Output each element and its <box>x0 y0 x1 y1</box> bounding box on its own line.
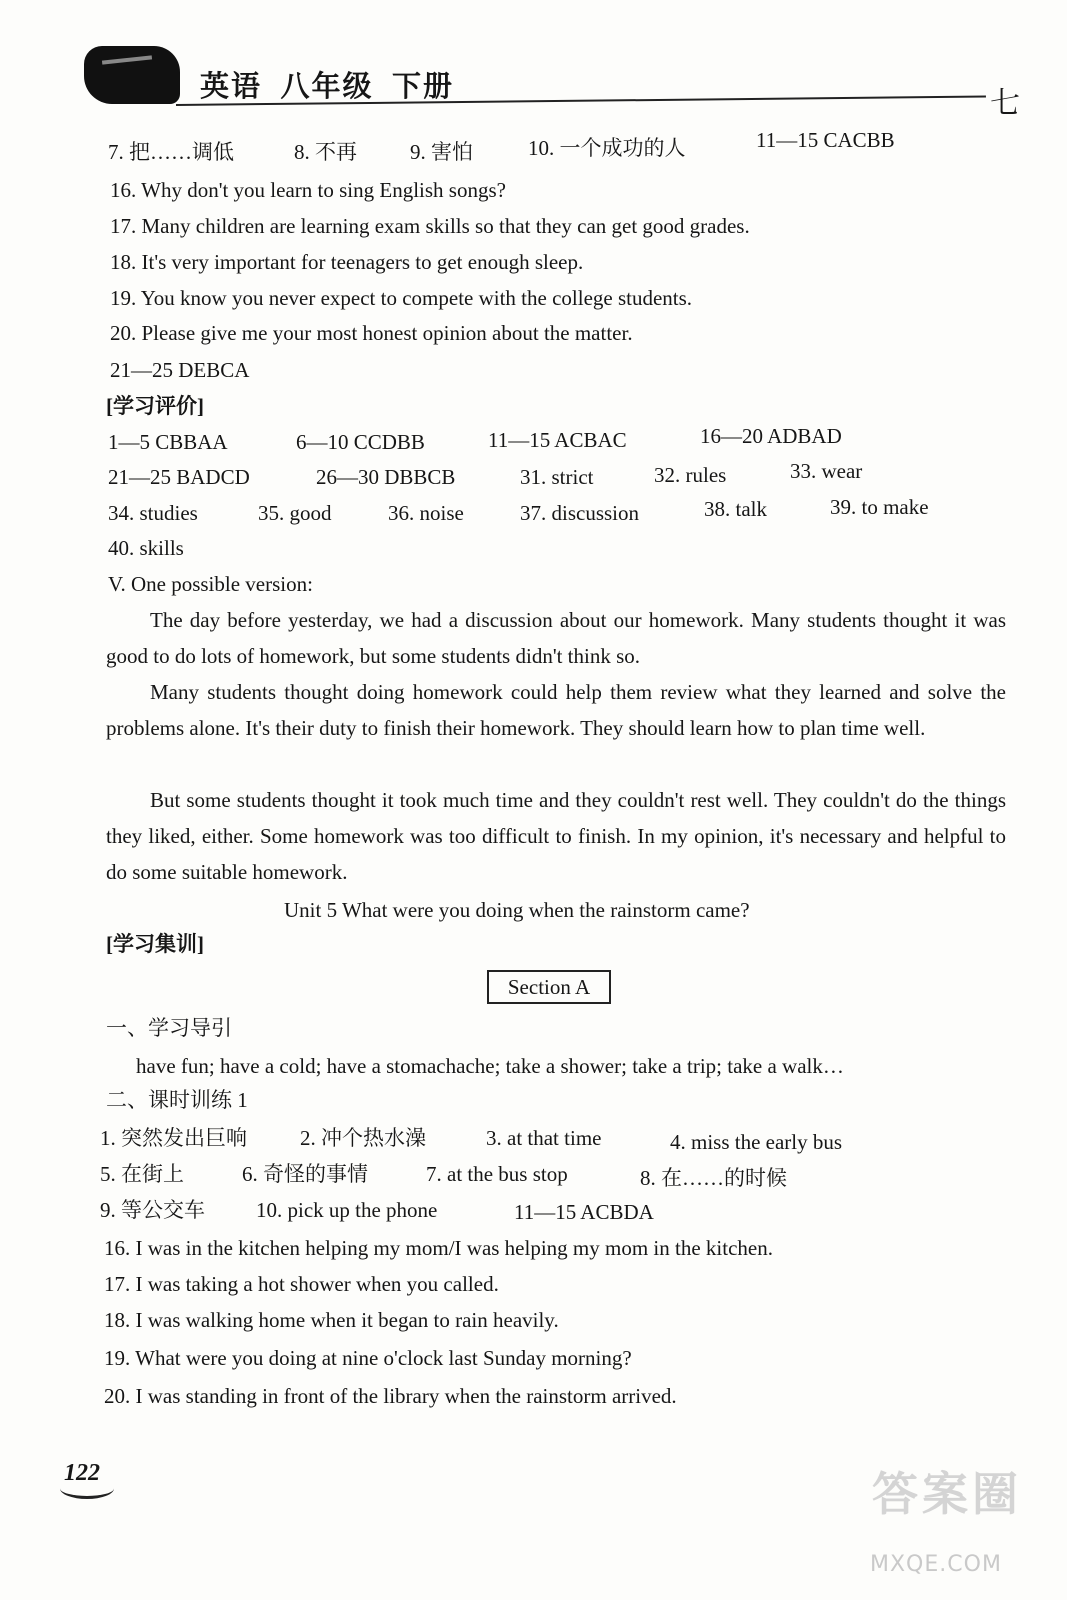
eval-11-15: 11—15 ACBAC <box>488 428 627 452</box>
answer-21-25: 21—25 DEBCA <box>110 358 250 382</box>
lesson-q9: 9. 等公交车 <box>100 1198 205 1222</box>
eval-33: 33. wear <box>790 459 863 483</box>
lesson-q6: 6. 奇怪的事情 <box>242 1162 368 1186</box>
lesson-q3: 3. at that time <box>486 1126 602 1150</box>
answer-q10: 10. 一个成功的人 <box>528 136 686 160</box>
sentence-b-18: 18. I was walking home when it began to rain heavily. <box>104 1308 559 1332</box>
eval-38: 38. talk <box>704 497 767 521</box>
lesson-q5: 5. 在街上 <box>100 1162 184 1186</box>
eval-row-1 <box>108 424 1008 458</box>
sentence-b-19: 19. What were you doing at nine o'clock last Sunday morning? <box>104 1346 632 1370</box>
sentence-17: 17. Many children are learning exam skills so that they can get good grades. <box>110 214 750 238</box>
sentence-b-20: 20. I was standing in front of the library when the rainstorm arrived. <box>104 1384 677 1408</box>
eval-26-30: 26—30 DBBCB <box>316 465 456 489</box>
eval-row-2 <box>108 459 1008 493</box>
watermark-logo: 答案圈 <box>872 1467 1022 1521</box>
sentence-b-16: 16. I was in the kitchen helping my mom/I was helping my mom in the kitchen. <box>104 1236 773 1260</box>
eval-row-4 <box>108 534 408 564</box>
eval-40: 40. skills <box>108 536 184 560</box>
answer-q8: 8. 不再 <box>294 140 357 164</box>
eval-16-20: 16—20 ADBAD <box>700 424 842 448</box>
sentence-b-17: 17. I was taking a hot shower when you called. <box>104 1272 499 1296</box>
lesson-row-3 <box>100 1196 1000 1226</box>
lesson-row-2 <box>100 1160 1000 1190</box>
header-handwritten-mark: 七 <box>990 86 1020 121</box>
sentence-18: 18. It's very important for teenagers to get enough sleep. <box>110 250 584 274</box>
eval-37: 37. discussion <box>520 501 640 525</box>
lesson-row-1 <box>100 1124 1000 1154</box>
eval-39: 39. to make <box>830 495 929 519</box>
eval-1-5: 1—5 CBBAA <box>108 430 228 454</box>
eval-row-3 <box>108 495 1008 529</box>
eval-31: 31. strict <box>520 465 594 489</box>
sentence-20: 20. Please give me your most honest opinion about the matter. <box>110 321 633 345</box>
version-label: V. One possible version: <box>108 572 313 596</box>
section-label: Section A <box>487 970 611 1004</box>
answer-q7: 7. 把……调低 <box>108 140 234 164</box>
eval-35: 35. good <box>258 501 332 525</box>
lesson-q4: 4. miss the early bus <box>670 1130 843 1154</box>
eval-21-25: 21—25 BADCD <box>108 465 250 489</box>
eval-6-10: 6—10 CCDBB <box>296 430 425 454</box>
lesson-q11-15: 11—15 ACBDA <box>514 1200 654 1224</box>
lesson-q7: 7. at the bus stop <box>426 1162 568 1186</box>
guide-text: have fun; have a cold; have a stomachache; take a shower; take a trip; take a walk… <box>136 1054 844 1078</box>
watermark-url: MXQE.COM <box>870 1552 1002 1577</box>
page-number: 122 <box>64 1460 100 1486</box>
train-heading: [学习集训] <box>106 932 204 956</box>
eval-heading: [学习评价] <box>106 394 204 418</box>
lesson-q10: 10. pick up the phone <box>256 1198 438 1222</box>
lesson-q2: 2. 冲个热水澡 <box>300 1126 426 1150</box>
answer-q11-15: 11—15 CACBB <box>756 128 895 152</box>
eval-34: 34. studies <box>108 501 198 525</box>
answer-row-7-15 <box>108 128 1008 168</box>
answer-q9: 9. 害怕 <box>410 140 473 164</box>
sentence-16: 16. Why don't you learn to sing English songs? <box>110 178 506 202</box>
eval-36: 36. noise <box>388 501 464 525</box>
lesson-q1: 1. 突然发出巨响 <box>100 1126 247 1150</box>
lesson-heading: 二、课时训练 1 <box>106 1088 248 1112</box>
header-title: 英语 八年级 下册 <box>200 71 455 103</box>
guide-heading: 一、学习导引 <box>106 1016 232 1040</box>
composition-paragraph-3: But some students thought it took much time and they couldn't rest well. They couldn't do the things they liked, either. Some homework was too difficult to finish. In my opinion, it's necessary and helpful to do some suitable homework. <box>106 788 1006 884</box>
book-logo-icon <box>84 46 180 104</box>
composition-paragraph-2: Many students thought doing homework could help them review what they learned and solve the problems alone. It's their duty to finish their homework. They should learn how to plan time well. <box>106 680 1006 740</box>
sentence-19: 19. You know you never expect to compete with the college students. <box>110 286 693 310</box>
unit-title: Unit 5 What were you doing when the rainstorm came? <box>284 898 750 922</box>
composition-paragraph-1: The day before yesterday, we had a discussion about our homework. Many students thought it was good to do lots of homework, but some students didn't think so. <box>106 608 1006 668</box>
lesson-q8: 8. 在……的时候 <box>640 1166 787 1190</box>
page-number-swoosh <box>60 1478 114 1499</box>
eval-32: 32. rules <box>654 463 727 487</box>
